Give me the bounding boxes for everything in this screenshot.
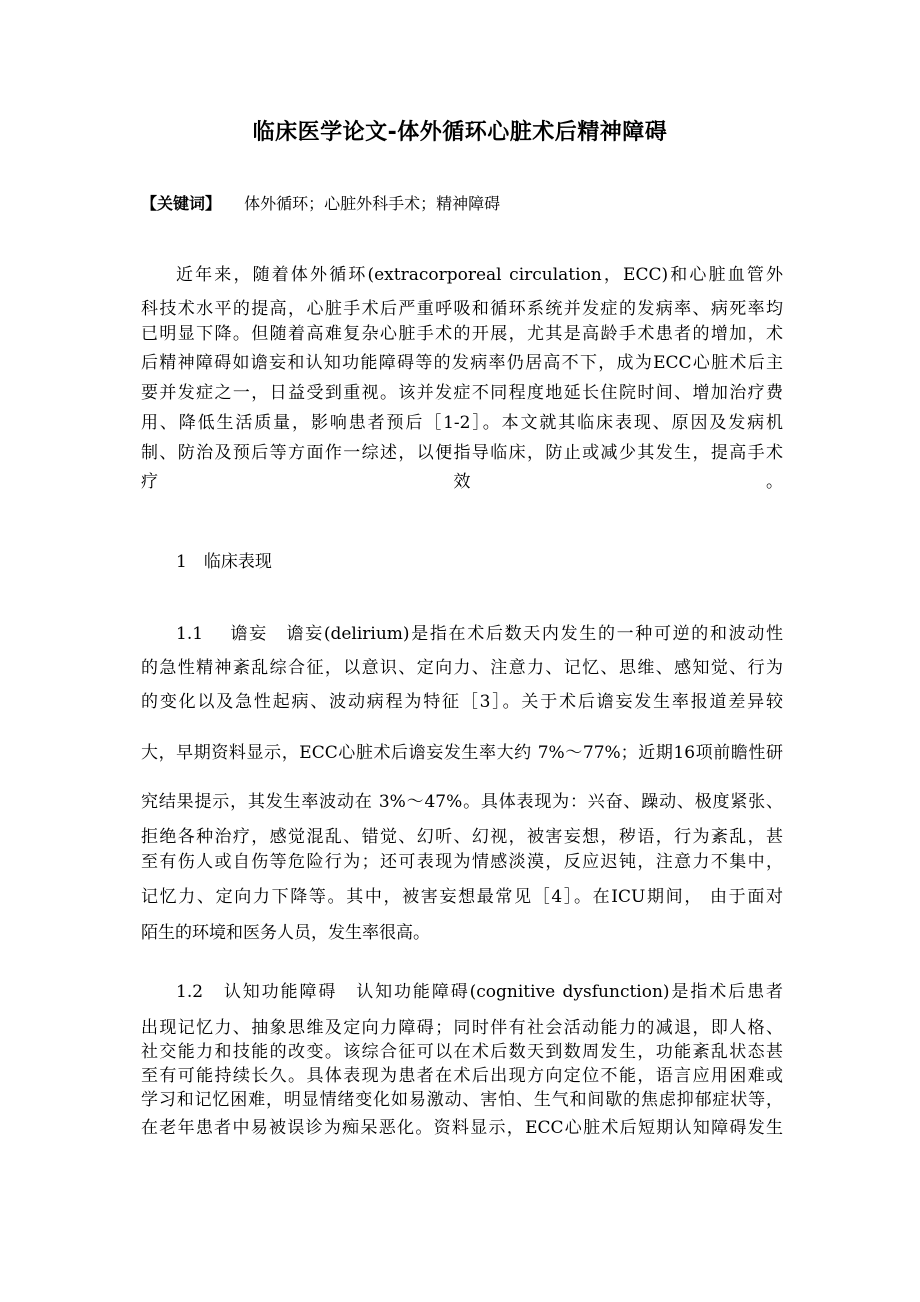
paragraph-line: 究结果提示，其发生率波动在 3%～47%。具体表现为：兴奋、躁动、极度紧张、 bbox=[141, 792, 783, 812]
paragraph-line: 用、降低生活质量，影响患者预后［1-2］。本文就其临床表现、原因及发病机 bbox=[141, 413, 783, 433]
paragraph-line: 学习和记忆困难，明显情绪变化如易激动、害怕、生气和间歇的焦虑抑郁症状等， bbox=[141, 1090, 783, 1110]
paragraph-line: 疗效。 bbox=[141, 472, 783, 492]
paragraph-line: 的急性精神紊乱综合征，以意识、定向力、注意力、记忆、思维、感知觉、行为 bbox=[141, 658, 783, 678]
keywords-line bbox=[141, 191, 500, 217]
paragraph-line: 至有可能持续长久。具体表现为患者在术后出现方向定位不能，语言应用困难或 bbox=[141, 1066, 783, 1086]
paragraph-line: 的变化以及急性起病、波动病程为特征［3］。关于术后谵妄发生率报道差异较 bbox=[141, 692, 783, 712]
paragraph-line: 近年来，随着体外循环(extracorporeal circulation，ECC)和心脏血管外 bbox=[176, 265, 783, 285]
paragraph-line: 社交能力和技能的改变。该综合征可以在术后数天到数周发生，功能紊乱状态甚 bbox=[141, 1042, 783, 1062]
paragraph-line: 在老年患者中易被误诊为痴呆恶化。资料显示，ECC心脏术后短期认知障碍发生 bbox=[141, 1118, 783, 1138]
paragraph-line: 拒绝各种治疗，感觉混乱、错觉、幻听、幻视，被害妄想，秽语，行为紊乱，甚 bbox=[141, 827, 783, 847]
paragraph-line: 已明显下降。但随着高难复杂心脏手术的开展，尤其是高龄手术患者的增加，术 bbox=[141, 324, 783, 344]
paragraph-line: 陌生的环境和医务人员，发生率很高。 bbox=[141, 923, 430, 943]
section-heading: 1 临床表现 bbox=[176, 552, 272, 572]
paragraph-line: 1.2 认知功能障碍 认知功能障碍(cognitive dysfunction)是指术后患者 bbox=[176, 982, 783, 1002]
paragraph-line: 出现记忆力、抽象思维及定向力障碍；同时伴有社会活动能力的减退，即人格、 bbox=[141, 1018, 783, 1038]
paragraph-line: 后精神障碍如谵妄和认知功能障碍等的发病率仍居高不下，成为ECC心脏术后主 bbox=[141, 353, 783, 373]
paragraph-line: 要并发症之一，日益受到重视。该并发症不同程度地延长住院时间、增加治疗费 bbox=[141, 383, 783, 403]
paragraph-line: 至有伤人或自伤等危险行为；还可表现为情感淡漠，反应迟钝，注意力不集中， bbox=[141, 852, 783, 872]
keywords-value: 体外循环；心脏外科手术；精神障碍 bbox=[244, 194, 501, 213]
keywords-label: 【关键词】 bbox=[141, 194, 222, 213]
paragraph-line: 科技术水平的提高，心脏手术后严重呼吸和循环系统并发症的发病率、病死率均 bbox=[141, 299, 783, 319]
paragraph-line: 记忆力、定向力下降等。其中，被害妄想最常见［4］。在ICU期间， 由于面对 bbox=[141, 887, 783, 907]
document-title: 临床医学论文-体外循环心脏术后精神障碍 bbox=[252, 120, 668, 145]
paragraph-line: 1.1 谵妄 谵妄(delirium)是指在术后数天内发生的一种可逆的和波动性 bbox=[176, 624, 783, 644]
paragraph-line: 制、防治及预后等方面作一综述，以便指导临床，防止或减少其发生，提高手术 bbox=[141, 443, 783, 463]
paragraph-line: 大，早期资料显示，ECC心脏术后谵妄发生率大约 7%～77%；近期16项前瞻性研 bbox=[141, 743, 783, 763]
